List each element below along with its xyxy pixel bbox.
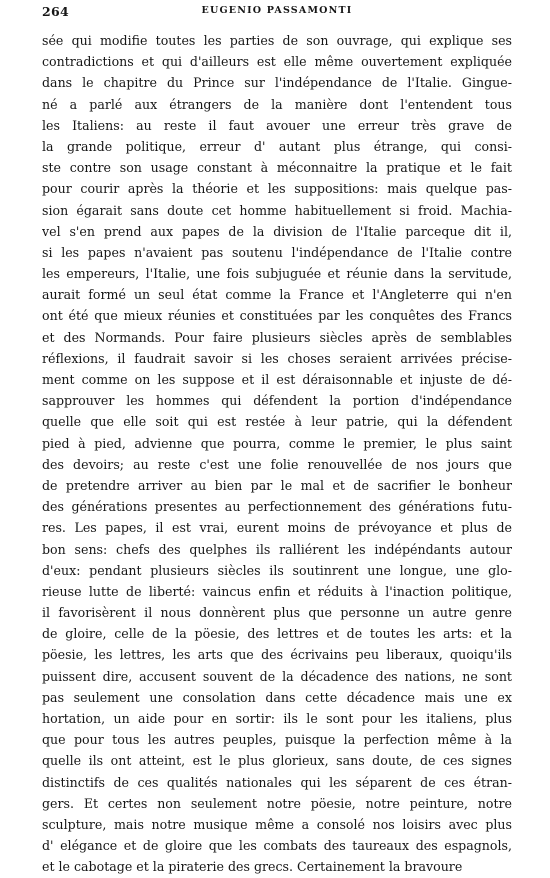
text-line: quelle ils ont atteint, est le plus glorieux, sans doute, de ces signes xyxy=(42,753,512,769)
text-line: réflexions, il faudrait savoir si les choses seraient arrivées précise- xyxy=(42,350,512,366)
text-line: hortation, un aide pour en sortir: ils le sont pour les italiens, plus xyxy=(42,711,512,726)
text-line: vel s'en prend aux papes de la division de l'Italie parceque dit il, xyxy=(42,223,512,239)
text-line: les empereurs, l'Italie, une fois subjuguée et réunie dans la servitude, xyxy=(42,266,512,282)
page-header xyxy=(42,4,512,24)
text-line: sapprouver les hommes qui défendent la portion d'indépendance xyxy=(42,393,512,409)
text-line: contradictions et qui d'ailleurs est elle même ouvertement expliquée xyxy=(42,54,512,70)
text-line: de gloire, celle de la pöesie, des lettres et de toutes les arts: et la xyxy=(42,626,512,642)
text-line: rieuse lutte de liberté: vaincus enfin et réduits à l'inaction politique, xyxy=(42,583,512,599)
text-line: la grande politique, erreur d' autant plus étrange, qui consi- xyxy=(42,138,512,154)
text-line: d'eux: pendant plusieurs siècles ils soutinrent une longue, une glo- xyxy=(42,562,512,578)
text-line: aurait formé un seul état comme la France et l'Angleterre qui n'en xyxy=(42,287,512,303)
text-line: d' elégance et de gloire que les combats des taureaux des espagnols, xyxy=(42,838,512,854)
text-line: si les papes n'avaient pas soutenu l'indépendance de l'Italie contre xyxy=(42,244,512,260)
body-text xyxy=(42,30,512,878)
text-line: pas seulement une consolation dans cette décadence mais une ex xyxy=(42,689,512,705)
text-line: et le cabotage et la piraterie des grecs. Certainement la bravoure xyxy=(42,859,463,875)
text-line: les Italiens: au reste il faut avouer une erreur très grave de xyxy=(42,117,512,133)
text-line: sion égarait sans doute cet homme habituellement si froid. Machia- xyxy=(42,202,512,218)
text-line: quelle que elle soit qui est restée à leur patrie, qui la défendent xyxy=(42,414,512,430)
text-line: dans le chapitre du Prince sur l'indépendance de l'Italie. Gingue- xyxy=(42,75,512,91)
text-line: bon sens: chefs des quelphes ils ralliérent les indépéndants autour xyxy=(42,541,512,557)
text-line: distinctifs de ces qualités nationales qui les séparent de ces étran- xyxy=(42,774,512,790)
page-number: 264 xyxy=(42,4,69,19)
text-line: res. Les papes, il est vrai, eurent moins de prévoyance et plus de xyxy=(42,520,512,536)
text-line: des générations presentes au perfectionnement des générations futu- xyxy=(42,499,512,515)
text-line: pied à pied, advienne que pourra, comme le premier, le plus saint xyxy=(42,435,512,451)
text-line: il favorisèrent il nous donnèrent plus que personne un autre genre xyxy=(42,605,512,621)
text-line: que pour tous les autres peuples, puisque la perfection même à la xyxy=(42,732,512,748)
text-line: sculpture, mais notre musique même a consolé nos loisirs avec plus xyxy=(42,816,512,832)
text-line: des devoirs; au reste c'est une folie renouvellée de nos jours que xyxy=(42,456,512,472)
text-line: ont été que mieux réunies et constituées par les conquêtes des Francs xyxy=(42,308,512,324)
text-line: pour courir après la théorie et les suppositions: mais quelque pas- xyxy=(42,181,512,197)
running-title: EUGENIO PASSAMONTI xyxy=(201,5,353,16)
text-line: puissent dire, accusent souvent de la décadence des nations, ne sont xyxy=(42,668,512,684)
text-line: né a parlé aux étrangers de la manière dont l'entendent tous xyxy=(42,96,512,112)
text-line: pöesie, les lettres, les arts que des écrivains peu liberaux, quoiqu'ils xyxy=(42,647,512,663)
text-line: de pretendre arriver au bien par le mal et de sacrifier le bonheur xyxy=(42,477,512,493)
text-line: ment comme on les suppose et il est déraisonnable et injuste de dé- xyxy=(42,372,512,387)
text-line: et des Normands. Pour faire plusieurs siècles après de semblables xyxy=(42,329,512,345)
text-line: ste contre son usage constant à méconnaitre la pratique et le fait xyxy=(42,160,512,176)
text-line: gers. Et certes non seulement notre pöesie, notre peinture, notre xyxy=(42,795,512,811)
text-line: sée qui modifie toutes les parties de son ouvrage, qui explique ses xyxy=(42,33,512,48)
